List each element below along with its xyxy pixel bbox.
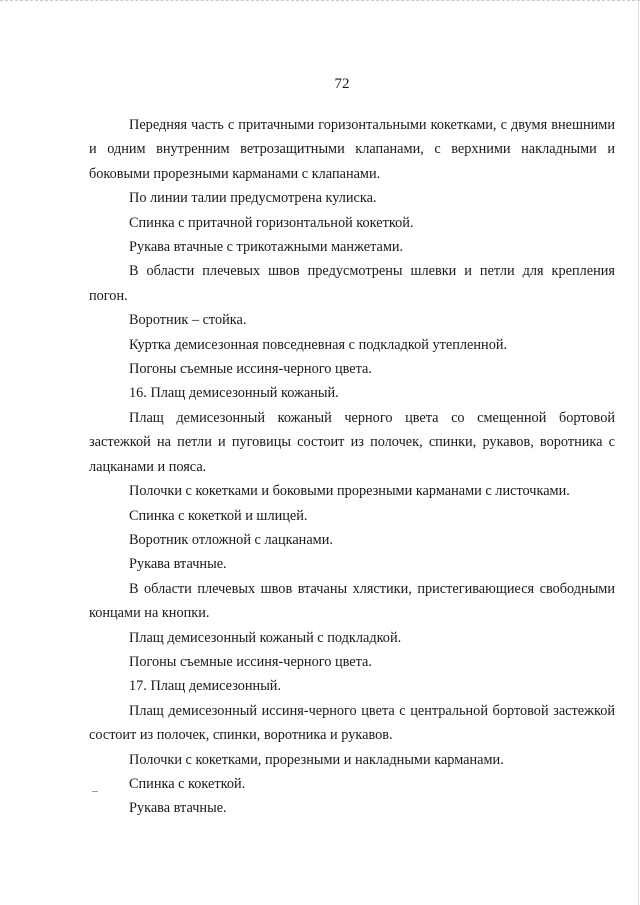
paragraph: В области плечевых швов предусмотрены шлевки и петли для крепления погон. <box>89 263 615 304</box>
paragraph: Плащ демисезонный кожаный черного цвета со смещенной бортовой застежкой на петли и пуговицы состоит из полочек, спинки, рукавов, воротника с лацканами и пояса. <box>89 409 615 475</box>
paragraph: Спинка с притачной горизонтальной кокеткой. <box>129 214 414 231</box>
paragraph: Полочки с кокетками и боковыми прорезными карманами с листочками. <box>129 483 570 500</box>
paragraph: Полочки с кокетками, прорезными и накладными карманами. <box>129 751 504 768</box>
paragraph: В области плечевых швов втачаны хлястики, пристегивающиеся свободными концами на кнопки. <box>89 580 615 622</box>
paragraph: Спинка с кокеткой. <box>129 775 246 792</box>
page-number: 72 <box>334 76 350 92</box>
paragraph: Воротник отложной с лацканами. <box>129 531 333 548</box>
paragraph: Погоны съемные иссиня-черного цвета. <box>129 361 372 378</box>
paragraph: Передняя часть с притачными горизонтальными кокетками, с двумя внешними и одним внутренним ветрозащитными клапанами, с верхними накладными и боковыми прорезными карманами с клапанами. <box>89 117 615 182</box>
paragraph: Рукава втачные. <box>129 556 227 573</box>
paragraph: Рукава втачные с трикотажными манжетами. <box>129 239 404 256</box>
paragraph: Плащ демисезонный кожаный с подкладкой. <box>129 629 402 646</box>
paragraph: По линии талии предусмотрена кулиска. <box>129 190 377 207</box>
paragraph: Воротник – стойка. <box>129 312 247 329</box>
document-body <box>89 113 615 821</box>
page-top-edge <box>0 0 640 2</box>
page-right-edge <box>638 0 639 905</box>
section-heading: 16. Плащ демисезонный кожаный. <box>129 385 339 402</box>
paragraph: Плащ демисезонный иссиня-черного цвета с центральной бортовой застежкой состоит из полочек, спинки, воротника и рукавов. <box>89 702 615 744</box>
paragraph: Рукава втачные. <box>129 800 227 817</box>
paragraph: Погоны съемные иссиня-черного цвета. <box>129 653 372 670</box>
paragraph: Куртка демисезонная повседневная с подкладкой утепленной. <box>129 336 508 353</box>
section-heading: 17. Плащ демисезонный. <box>129 678 282 695</box>
paragraph: Спинка с кокеткой и шлицей. <box>129 507 308 524</box>
scan-mark <box>92 791 98 792</box>
